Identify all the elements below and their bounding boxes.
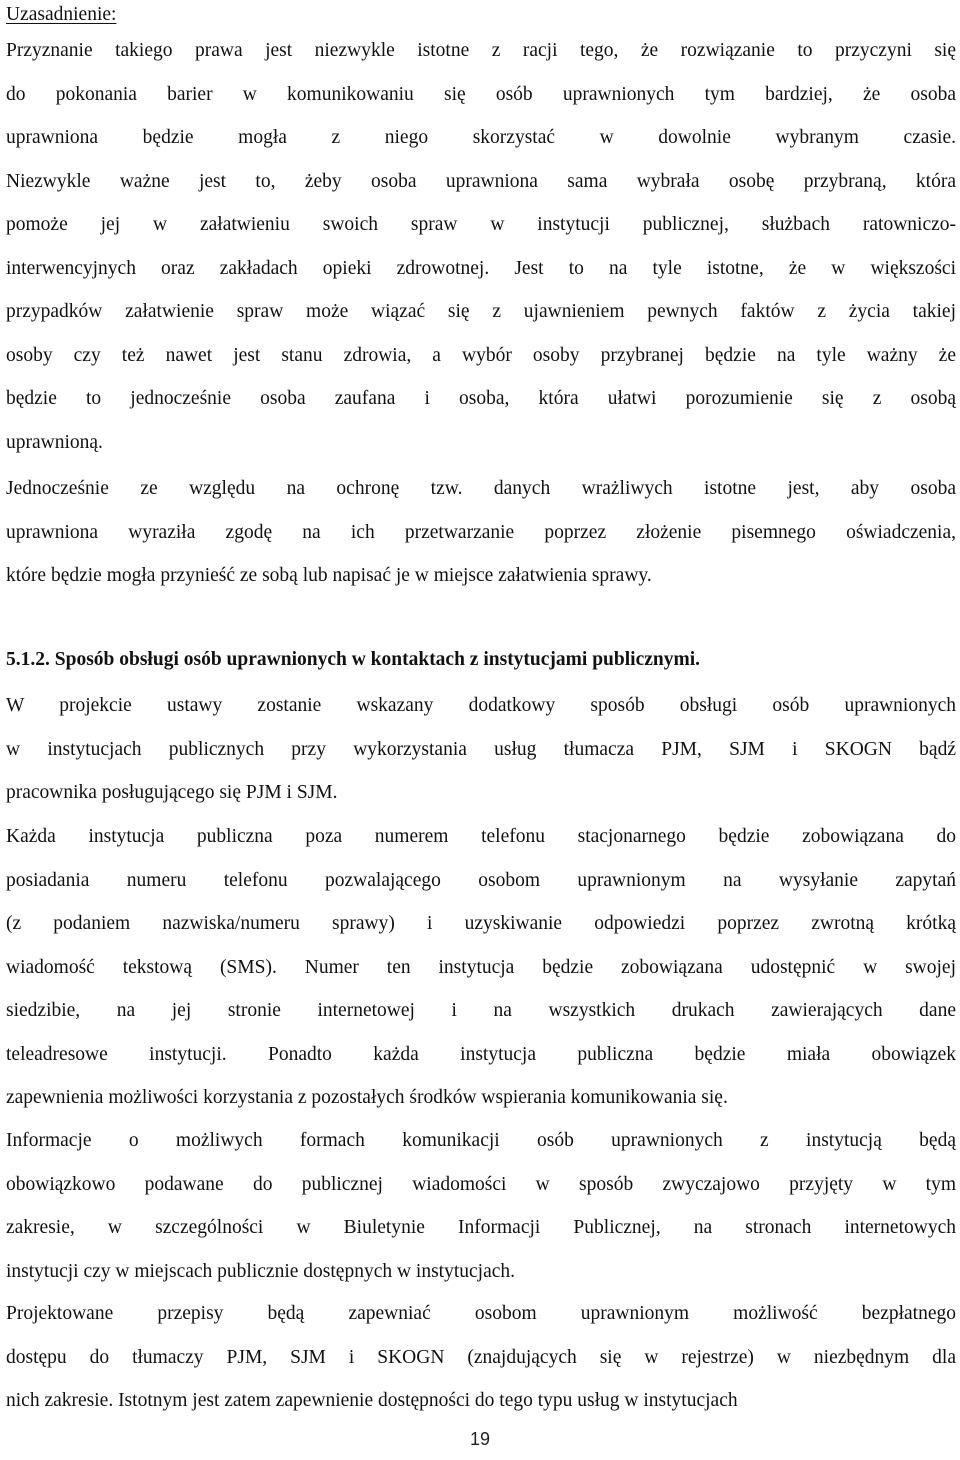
text-line: instytucji czy w miejscach publicznie dostępnych w instytucjach. (6, 1260, 516, 1282)
paragraph-free-interpreters (6, 1292, 956, 1423)
text-line: pracownika posługującego się PJM i SJM. (6, 782, 338, 803)
text-line: teleadresowe instytucji. Ponadto każda instytucja publiczna będzie miała obowiązek (6, 1043, 956, 1065)
paragraph-sensitive-data (6, 467, 956, 598)
section-title-5-1-2 (6, 638, 956, 682)
paragraph-justification (6, 29, 956, 464)
text-line: wiadomość tekstową (SMS). Numer ten instytucja będzie zobowiązana udostępnić w swojej (6, 956, 956, 978)
text-line: (z podaniem nazwiska/numeru sprawy) i uzyskiwanie odpowiedzi poprzez zwrotną krótką (6, 913, 956, 934)
section-heading: Uzasadnienie: (6, 4, 117, 25)
paragraph-communication-info (6, 1119, 956, 1293)
text-line: Każda instytucja publiczna poza numerem telefonu stacjonarnego będzie zobowiązana do (6, 826, 956, 847)
text-line: uprawniona będzie mogła z niego skorzystać w dowolnie wybranym czasie. (6, 127, 956, 148)
text-line: w instytucjach publicznych przy wykorzystania usług tłumacza PJM, SJM i SKOGN bądź (6, 738, 956, 760)
text-line: obowiązkowo podawane do publicznej wiadomości w sposób zwyczajowo przyjęty w tym (6, 1173, 956, 1195)
text-line: uprawnioną. (6, 431, 103, 453)
text-line: dostępu do tłumaczy PJM, SJM i SKOGN (znajdujących się w rejestrze) w niezbędnym dla (6, 1346, 956, 1368)
text-line: uprawniona wyraziła zgodę na ich przetwarzanie poprzez złożenie pisemnego oświadczenia, (6, 521, 956, 543)
text-line: które będzie mogła przynieść ze sobą lub napisać je w miejsce załatwienia sprawy. (6, 565, 652, 586)
text-line: Projektowane przepisy będą zapewniać osobom uprawnionym możliwość bezpłatnego (6, 1303, 956, 1324)
text-line: zapewnienia możliwości korzystania z pozostałych środków wspierania komunikowania się. (6, 1087, 728, 1108)
text-line: nich zakresie. Istotnym jest zatem zapewnienie dostępności do tego typu usług w instytucjach (6, 1390, 738, 1411)
text-line: Przyznanie takiego prawa jest niezwykle istotne z racji tego, że rozwiązanie to przyczyni się (6, 40, 956, 61)
text-line: pomoże jej w załatwieniu swoich spraw w instytucji publicznej, służbach ratowniczo- (6, 214, 956, 235)
text-line: interwencyjnych oraz zakładach opieki zdrowotnej. Jest to na tyle istotne, że w większości (6, 257, 956, 279)
text-line: będzie to jednocześnie osoba zaufana i osoba, która ułatwi porozumienie się z osobą (6, 388, 956, 409)
text-line: przypadków załatwienie spraw może wiązać się z ujawnieniem pewnych faktów z życia takiej (6, 301, 956, 322)
paragraph-service-method (6, 684, 956, 815)
text-line: osoby czy też nawet jest stanu zdrowia, a wybór osoby przybranej będzie na tyle ważny że (6, 344, 956, 366)
page-number: 19 (469, 1429, 491, 1449)
paragraph-sms-contact (6, 815, 956, 1120)
text-line: posiadania numeru telefonu pozwalającego osobom uprawnionym na wysyłanie zapytań (6, 869, 956, 891)
text-line: 5.1.2. Sposób obsługi osób uprawnionych w kontaktach z instytucjami publicznymi. (6, 649, 701, 670)
text-line: do pokonania barier w komunikowaniu się osób uprawnionych tym bardziej, że osoba (6, 83, 956, 105)
text-line: W projekcie ustawy zostanie wskazany dodatkowy sposób obsługi osób uprawnionych (6, 695, 956, 716)
text-line: Jednocześnie ze względu na ochronę tzw. danych wrażliwych istotne jest, aby osoba (6, 478, 956, 499)
text-line: Informacje o możliwych formach komunikacji osób uprawnionych z instytucją będą (6, 1130, 956, 1151)
text-line: zakresie, w szczególności w Biuletynie Informacji Publicznej, na stronach internetowych (6, 1217, 956, 1238)
text-line: siedzibie, na jej stronie internetowej i na wszystkich drukach zawierających dane (6, 1000, 956, 1021)
text-line: Niezwykle ważne jest to, żeby osoba uprawniona sama wybrała osobę przybraną, która (6, 170, 956, 192)
